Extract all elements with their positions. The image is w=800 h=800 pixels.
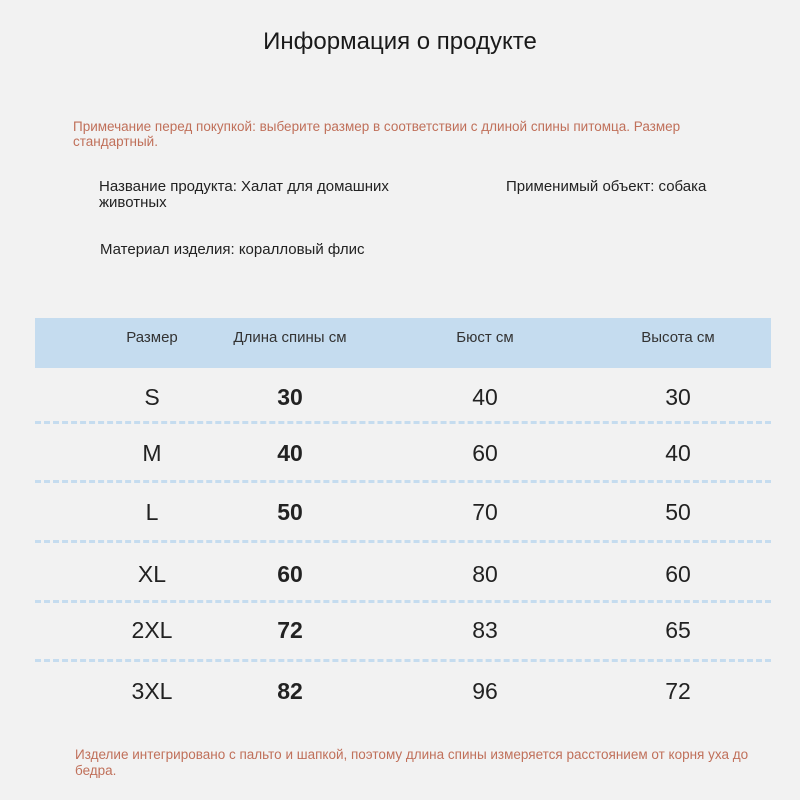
purchase-note: Примечание перед покупкой: выберите размер в соответствии с длиной спины питомца. Размер стандартный. — [73, 119, 681, 149]
header-chest: Бюст см — [456, 329, 514, 346]
size-table-header — [35, 318, 771, 368]
table-row — [35, 662, 771, 720]
product-name: Название продукта: Халат для домашних животных — [99, 178, 389, 211]
back-length-cell: 50 — [277, 499, 303, 525]
chest-cell: 60 — [472, 440, 498, 466]
row-divider — [35, 540, 771, 543]
height-cell: 65 — [665, 617, 691, 643]
chest-cell: 80 — [472, 561, 498, 587]
header-size: Размер — [126, 329, 178, 346]
back-length-cell: 60 — [277, 561, 303, 587]
back-length-cell: 30 — [277, 384, 303, 410]
size-cell: S — [144, 384, 160, 410]
chest-cell: 40 — [472, 384, 498, 410]
size-cell: XL — [137, 561, 167, 587]
size-cell: L — [145, 499, 159, 525]
table-row — [35, 483, 771, 541]
chest-cell: 70 — [472, 499, 498, 525]
applicable-object: Применимый объект: собака — [506, 178, 707, 195]
chest-cell: 83 — [472, 617, 498, 643]
height-cell: 60 — [665, 561, 691, 587]
height-cell: 50 — [665, 499, 691, 525]
measurement-note: Изделие интегрировано с пальто и шапкой, поэтому длина спины измеряется расстоянием от корня уха до бедра. — [75, 747, 749, 778]
size-cell: 2XL — [131, 617, 173, 643]
product-material: Материал изделия: коралловый флис — [100, 241, 365, 258]
back-length-cell: 82 — [277, 678, 303, 704]
header-back-length: Длина спины см — [233, 329, 347, 346]
table-row — [35, 368, 771, 426]
table-row — [35, 545, 771, 603]
size-cell: 3XL — [131, 678, 173, 704]
height-cell: 30 — [665, 384, 691, 410]
size-cell: M — [142, 440, 162, 466]
height-cell: 72 — [665, 678, 691, 704]
back-length-cell: 72 — [277, 617, 303, 643]
table-row — [35, 601, 771, 659]
header-height: Высота см — [641, 329, 715, 346]
height-cell: 40 — [665, 440, 691, 466]
table-row — [35, 424, 771, 482]
page-title: Информация о продукте — [263, 28, 537, 55]
chest-cell: 96 — [472, 678, 498, 704]
back-length-cell: 40 — [277, 440, 303, 466]
